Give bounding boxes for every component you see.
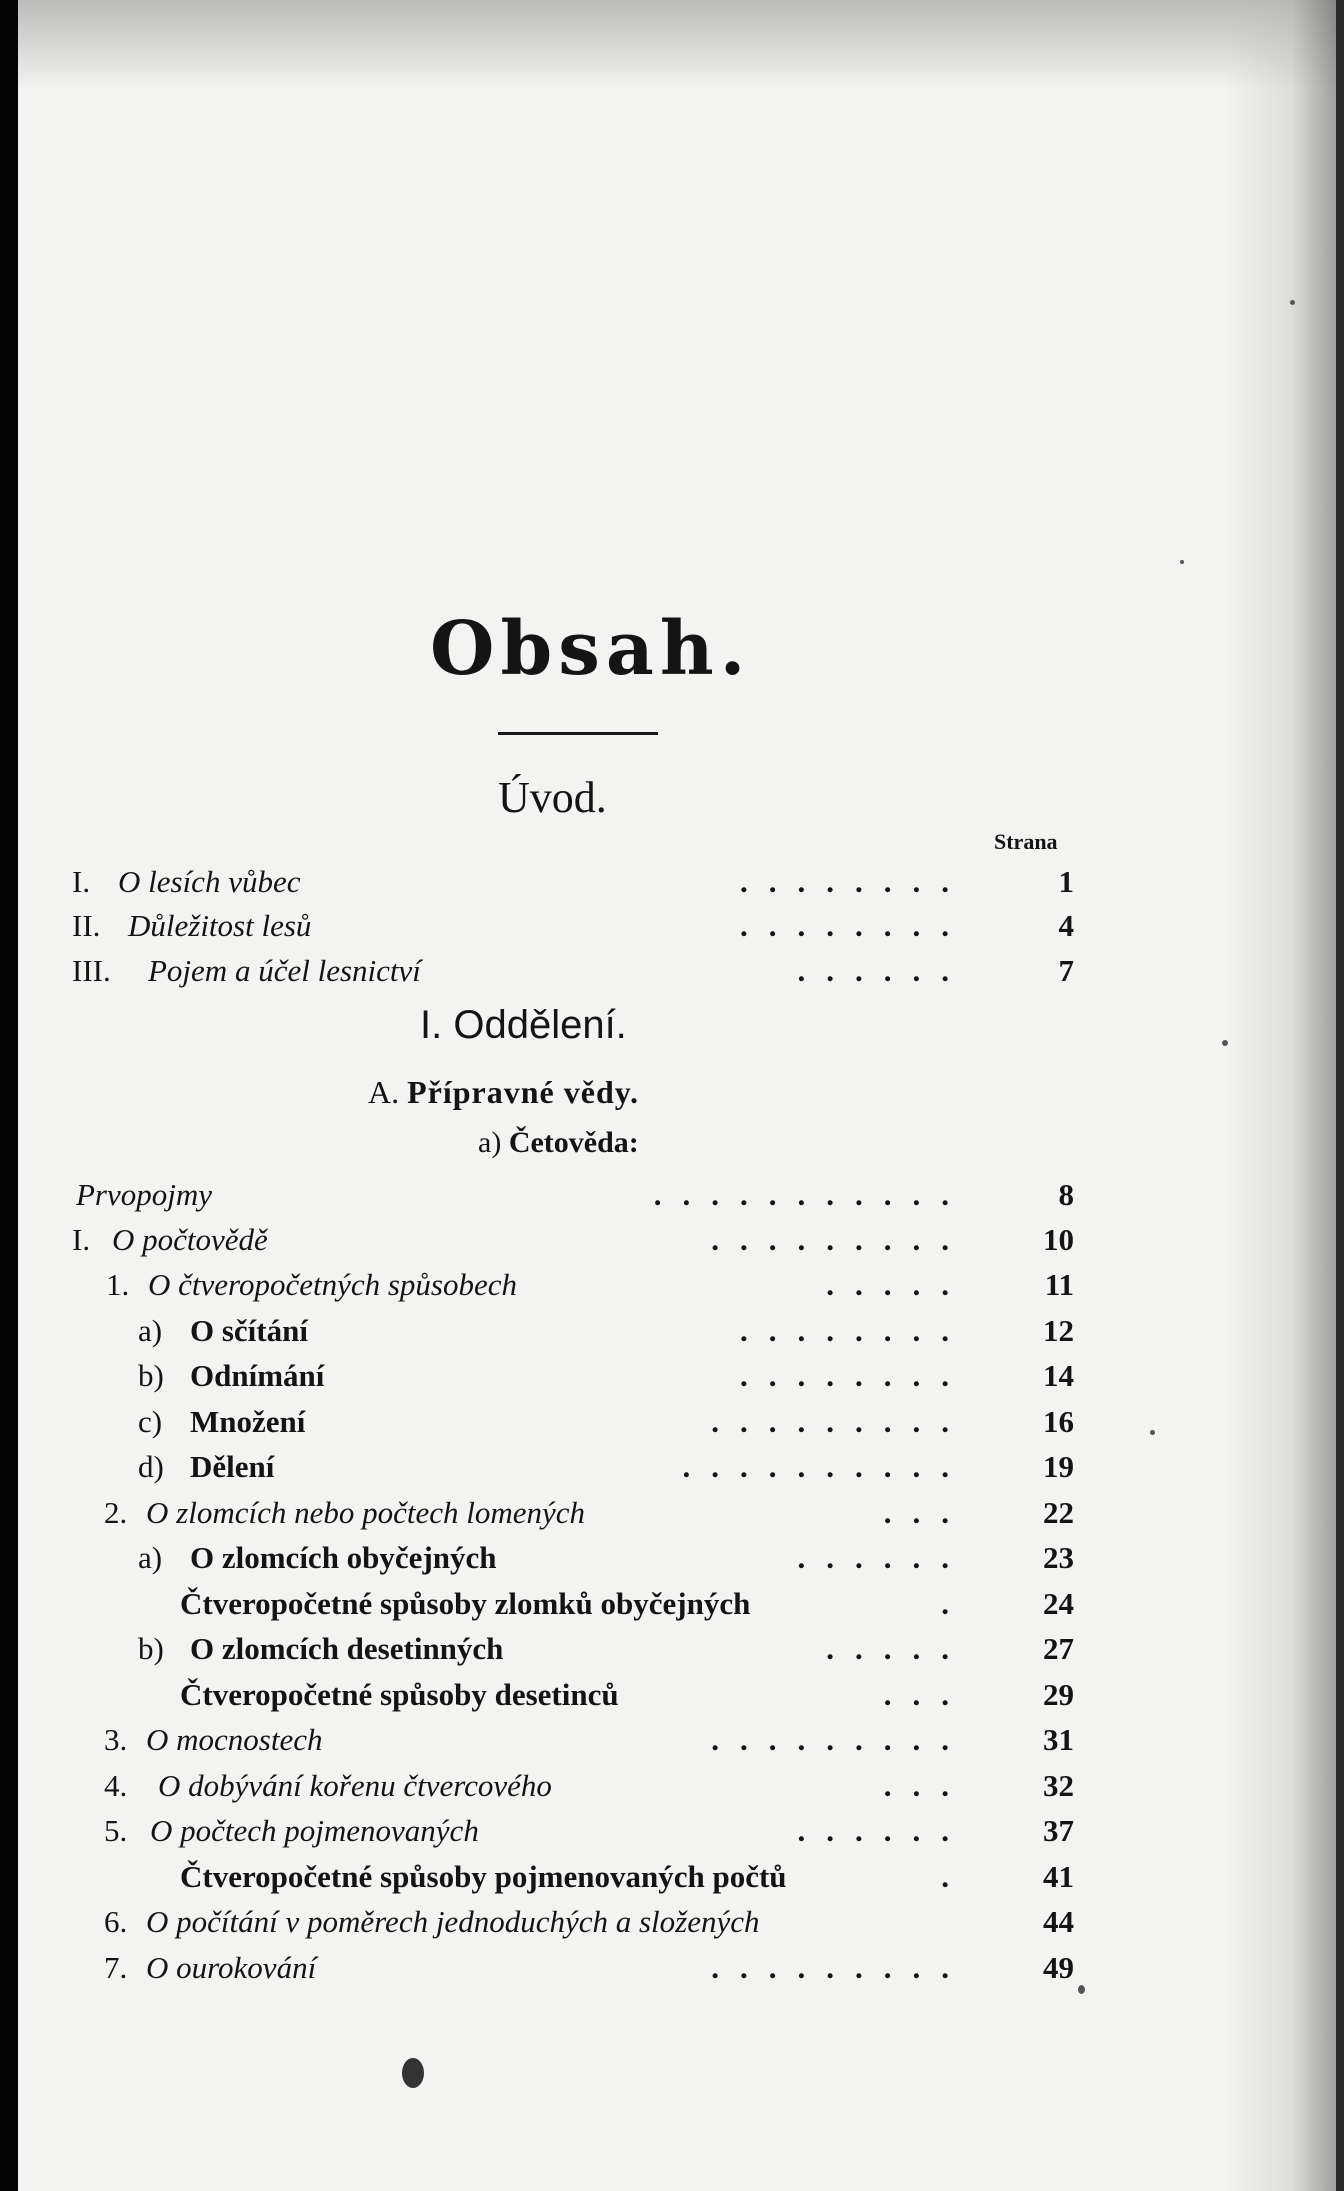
leader-dots: . <box>941 1859 970 1894</box>
leader-dots: ......... <box>711 1722 970 1757</box>
toc-page-number: 27 <box>1043 1631 1074 1666</box>
leader-dots: ........ <box>740 864 970 899</box>
toc-entry-number: b) <box>138 1631 164 1666</box>
scan-speck <box>1222 1040 1228 1046</box>
toc-entry-title: Pojem a účel lesnictví <box>148 953 421 988</box>
toc-entry-title: O zlomcích desetinných <box>190 1631 504 1666</box>
toc-entry-title: O mocnostech <box>146 1722 323 1757</box>
page-column-label: Strana <box>994 829 1058 854</box>
leader-dots: ......... <box>711 1404 970 1439</box>
toc-entry-number: 2. <box>104 1495 128 1530</box>
leader-dots: . <box>941 1586 970 1621</box>
toc-entry-title: Důležitost lesů <box>128 908 312 943</box>
toc-entry <box>0 1629 970 1669</box>
toc-entry <box>0 1402 970 1442</box>
toc-entry-number: 7. <box>104 1950 128 1985</box>
toc-entry-number: c) <box>138 1404 163 1439</box>
toc-entry-title: O ourokování <box>146 1950 317 1985</box>
subsection-prefix: a) <box>478 1126 502 1159</box>
toc-entry-number: a) <box>138 1540 163 1575</box>
toc-entry <box>0 1447 970 1487</box>
toc-entry <box>0 862 970 902</box>
toc-entry-title: O lesích vůbec <box>118 864 301 899</box>
scan-right-shadow <box>1226 0 1336 2191</box>
toc-entry-number: b) <box>138 1358 164 1393</box>
scan-speck <box>1180 560 1184 564</box>
toc-entry-number: I. <box>72 1222 91 1257</box>
toc-page-number: 19 <box>1043 1449 1074 1484</box>
leader-dots: ... <box>883 1677 970 1712</box>
toc-entry-title: O počtovědě <box>112 1222 268 1257</box>
leader-dots: ..... <box>826 1631 970 1666</box>
toc-entry-number: 1. <box>106 1267 130 1302</box>
toc-entry <box>0 1766 970 1806</box>
toc-entry <box>0 1265 970 1305</box>
toc-entry-number: 5. <box>104 1813 128 1848</box>
leader-dots: ..... <box>826 1267 970 1302</box>
toc-page-number: 16 <box>1043 1404 1074 1439</box>
division-heading: I. Oddělení. <box>420 1003 627 1047</box>
toc-entry-title: O čtveropočetných spůsobech <box>148 1267 517 1302</box>
toc-entry-number: d) <box>138 1449 164 1484</box>
toc-entry <box>0 1720 970 1760</box>
toc-entry <box>0 1538 970 1578</box>
toc-entry <box>0 1584 970 1624</box>
toc-entry <box>0 1857 970 1897</box>
toc-entry-title: Čtveropočetné spůsoby desetinců <box>180 1677 619 1712</box>
toc-page-number: 8 <box>1058 1177 1074 1212</box>
toc-page-number: 11 <box>1044 1267 1074 1302</box>
toc-entry-title: O zlomcích obyčejných <box>190 1540 497 1575</box>
toc-page-number: 24 <box>1043 1586 1074 1621</box>
leader-dots: ......... <box>711 1222 970 1257</box>
toc-entry <box>0 906 970 946</box>
toc-entry-number: 4. <box>104 1768 128 1803</box>
subsection-name: Četověda: <box>508 1126 639 1159</box>
leader-dots: ........ <box>740 1358 970 1393</box>
toc-entry <box>0 1675 970 1715</box>
leader-dots: ...... <box>797 1813 970 1848</box>
toc-entry <box>0 1311 970 1351</box>
leader-dots: ... <box>883 1768 970 1803</box>
toc-entry-title: Množení <box>190 1404 306 1439</box>
toc-entry-number: 6. <box>104 1904 128 1939</box>
intro-heading: Úvod. <box>498 773 607 822</box>
scan-speck <box>402 2058 424 2088</box>
toc-entry <box>0 1175 970 1215</box>
scan-speck <box>1078 1985 1085 1994</box>
toc-entry-number: I. <box>72 864 91 899</box>
toc-entry <box>0 1902 970 1942</box>
toc-entry-title: O počtech pojmenovaných <box>150 1813 479 1848</box>
leader-dots: ........ <box>740 1313 970 1348</box>
title-rule <box>498 732 658 735</box>
toc-page-number: 44 <box>1043 1904 1074 1939</box>
toc-entry-title: O dobývání kořenu čtvercového <box>158 1768 552 1803</box>
section-heading <box>368 1076 639 1108</box>
toc-page-number: 10 <box>1043 1222 1074 1257</box>
scan-speck <box>1290 300 1295 305</box>
scan-speck <box>1150 1430 1155 1435</box>
toc-entry <box>0 1948 970 1988</box>
toc-page-number: 7 <box>1058 953 1074 988</box>
section-prefix: A. <box>368 1074 400 1110</box>
toc-page-number: 31 <box>1043 1722 1074 1757</box>
toc-page-number: 14 <box>1043 1358 1074 1393</box>
toc-entry-number: a) <box>138 1313 163 1348</box>
toc-entry <box>0 1811 970 1851</box>
toc-page-number: 12 <box>1043 1313 1074 1348</box>
leader-dots: .......... <box>682 1449 970 1484</box>
leader-dots: ... <box>883 1495 970 1530</box>
scan-top-shadow <box>18 0 1336 90</box>
toc-page-number: 37 <box>1043 1813 1074 1848</box>
toc-page-number: 1 <box>1058 864 1074 899</box>
scan-right-edge <box>1336 0 1344 2191</box>
toc-entry-number: 3. <box>104 1722 128 1757</box>
subsection-heading <box>478 1128 639 1158</box>
toc-entry-title: Čtveropočetné spůsoby pojmenovaných počtů <box>180 1859 787 1894</box>
leader-dots: ......... <box>711 1950 970 1985</box>
toc-entry <box>0 1493 970 1533</box>
toc-page-number: 41 <box>1043 1859 1074 1894</box>
section-name: Přípravné vědy. <box>407 1074 639 1110</box>
leader-dots: ........ <box>740 908 970 943</box>
toc-page-number: 49 <box>1043 1950 1074 1985</box>
leader-dots: ...... <box>797 953 970 988</box>
leader-dots: ........... <box>653 1177 970 1212</box>
toc-entry <box>0 1356 970 1396</box>
toc-entry <box>0 1220 970 1260</box>
toc-entry-number: III. <box>72 953 111 988</box>
toc-entry <box>0 951 970 991</box>
toc-page-number: 22 <box>1043 1495 1074 1530</box>
toc-entry-title: O počítání v poměrech jednoduchých a složených <box>146 1904 760 1939</box>
toc-entry-title: O zlomcích nebo počtech lomených <box>146 1495 586 1530</box>
toc-entry-title: Odnímání <box>190 1358 325 1393</box>
toc-entry-title: Prvopojmy <box>76 1177 213 1212</box>
leader-dots: ...... <box>797 1540 970 1575</box>
toc-page-number: 29 <box>1043 1677 1074 1712</box>
toc-entry-title: Čtveropočetné spůsoby zlomků obyčejných <box>180 1586 751 1621</box>
toc-entry-title: Dělení <box>190 1449 275 1484</box>
page-title: Obsah. <box>430 606 752 692</box>
toc-page-number: 32 <box>1043 1768 1074 1803</box>
toc-page-number: 4 <box>1058 908 1074 943</box>
toc-entry-number: II. <box>72 908 101 943</box>
toc-entry-title: O sčítání <box>190 1313 308 1348</box>
toc-page-number: 23 <box>1043 1540 1074 1575</box>
